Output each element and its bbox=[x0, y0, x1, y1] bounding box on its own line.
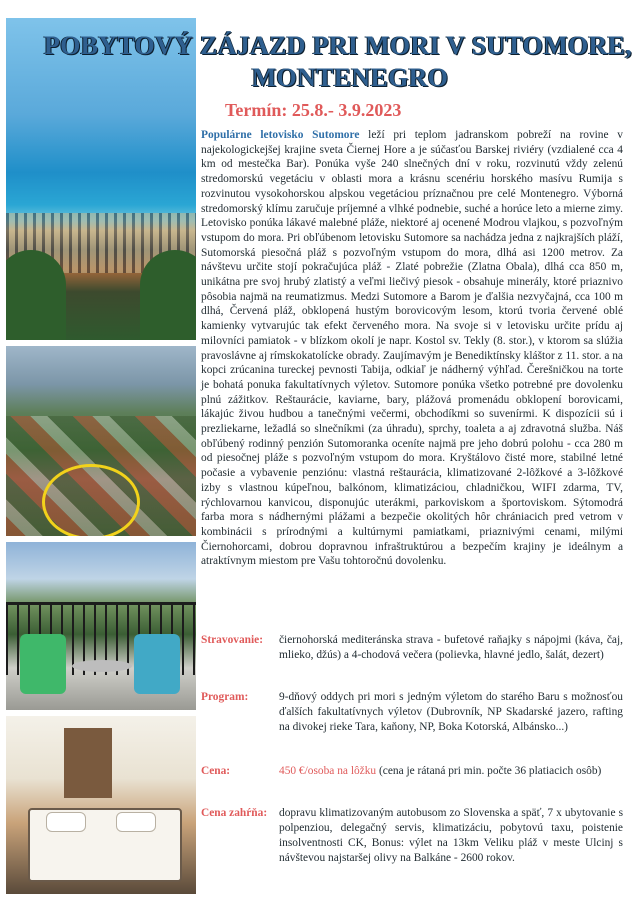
price-value: 450 €/osoba na lôžku bbox=[279, 765, 377, 777]
balcony-photo bbox=[6, 542, 196, 710]
price-note: (cena je rátaná pri min. počte 36 platiacich osôb) bbox=[378, 765, 602, 777]
price-row bbox=[201, 764, 623, 779]
description bbox=[201, 128, 623, 569]
town-aerial-photo bbox=[6, 346, 196, 536]
description-lead: Populárne letovisko Sutomore bbox=[201, 129, 360, 141]
blue-chair bbox=[134, 634, 180, 694]
meals-value: čiernohorská mediteránska strava - bufetové raňajky s nápojmi (káva, čaj, mlieko, džús) a 4-chodová večera (polievka, hlavné jedlo, šalát, dezert) bbox=[279, 634, 623, 661]
program-label: Program: bbox=[201, 691, 249, 703]
green-chair bbox=[20, 634, 66, 694]
description-text: leží pri teplom jadranskom pobreží na rovine v najekologickejšej krajine sveta Čiernej Hore a je súčasťou Barskej riviéry (vzdialené cca 4 km od mestečka Bar). Ponúka vyše 240 slnečných dní v roku, rozvinutú vždy zelenú stredomorskú vegetáciu v oblasti mora a krásnu scenériu horského masívu Rumija s rozvinutou vysokohorskou alpskou vegetáciou príznačnou pre celé Montenegro. Výborná stredomorský klímu zaručuje príjemné a vlhké podnebie, suché a horúce leto a mierne zimy. Letovisko ponúka lákavé malebné pláže, niektoré aj ocenené Modrou vlajkou, s pozvoľným vstupom do mora. Pri obľúbenom letovisku Sutomore sa nachádza jedna z najkrajších pláží, Sutomorská piesočná pláž s pozvoľným vstupom do mora, dlhá asi 1200 metrov. Za návštevu určite stojí pokračujúca pláž - Zlaté pobrežie (Zlatna Obala), dlhá cca 850 m, unikátna pre svoj hrubý zlatistý a veľmi liečivý piesok - obsahuje minerály, ktoré priaznivo pôsobia najmä na reumatizmus. Medzi Sutomore a Barom je ďalšia nezvyčajná, cca 100 m dlhá, Červená pláž, obklopená hustým borovicovým lesom, ktorú tvoria červené oblé kamienky vytvarujúc tak efekt červeného mora. Na svoje si v letovisku určite prídu aj milovníci pamiatok - v blízkom okolí je napr. Kostol sv. Tekly (8. stor.), v ktorom sa slúžia pravoslávne aj rímskokatolícke obrady. Zaujímavým je Benediktínsky kláštor z 11. stor. a na kopci zrúcanina tureckej pevnosti Tabija, odkiaľ je nádherný výhľad. Čerešničkou na torte je bohatá ponuka fakultatívnych výletov. Sutomore ponúka všetko potrebné pre dovolenku plnú zážitkov. Reštaurácie, kaviarne, bary, plážová promenádu obklopení borovicami, lákajúc živou hudbou a tanečnými večermi, obchodíkmi so suvenírmi. K dispozícii sú i prezliekarne, ležadlá so slnečníkmi (za úhradu), sprchy, toaleta a aj zdravotná služba. Náš obľúbený rodinný penzión Sutomoranka oceníte najmä pre jeho dobrú polohu - cca 280 m od piesočnej pláže s pozvoľným vstupom do mora. Kryštálovo čisté more, stabilné letné počasie a vybavenie penziónu: vlastná reštaurácia, klimatizované 2-lôžkové a 3-lôžkové izby s vlastnou kúpeľnou, balkónom, klimatizáciou, chladničkou, WIFI zdarma, TV, rýchlovarnou kanvicou, disponujúc uterákmi, parkoviskom a športoviskom. Sýtomodrá farba mora s nádhernými plážami a bezpečie okolitých hôr chrániacich pred vetrom v kombinácii s prírodnými a kultúrnymi pamiatkami, priaznivými cenami, milými Čiernohorcami, dobrou dopravnou infraštruktúrou a bezpečím krajiny je ideálnym a atraktívnym miestom pre Vašu tohtoročnú dovolenku. bbox=[201, 129, 624, 568]
program-row bbox=[201, 690, 623, 735]
program-value: 9-dňový oddych pri mori s jedným výletom do starého Baru s možnosťou ďalších fakultatívnych výletov (Dubrovník, NP Skadarské jazero, rafting na divokej rieke Tara, kaňony, NP, Boka Kotorská, Albánsko...) bbox=[279, 691, 623, 733]
highlight-circle bbox=[42, 464, 140, 536]
pillow bbox=[116, 812, 156, 832]
palm-tree bbox=[6, 250, 66, 340]
includes-row bbox=[201, 806, 623, 866]
balcony-table bbox=[72, 660, 132, 672]
price-label: Cena: bbox=[201, 765, 231, 777]
meals-row bbox=[201, 633, 623, 663]
meals-label: Stravovanie: bbox=[201, 634, 264, 646]
pillow bbox=[46, 812, 86, 832]
includes-label: Cena zahŕňa: bbox=[201, 807, 268, 819]
trip-dates: Termín: 25.8.- 3.9.2023 bbox=[225, 100, 402, 120]
bedroom-photo bbox=[6, 716, 196, 894]
palm-tree bbox=[140, 250, 196, 340]
title-line-1: POBYTOVÝ ZÁJAZD PRI MORI V SUTOMORE, bbox=[43, 31, 633, 60]
includes-value: dopravu klimatizovaným autobusom zo Slovenska a späť, 7 x ubytovanie s polpenziou, delegačný servis, klimatizáciu, pobytovú taxu, poistenie insolventnosti CK, Bonus: výlet na 13km Veliku pláž v meste Ulcinj s návštevou najstaršej olivy na Balkáne - 2600 rokov. bbox=[279, 807, 623, 864]
door bbox=[64, 728, 112, 798]
title-line-2: MONTENEGRO bbox=[251, 63, 449, 92]
page-title bbox=[40, 30, 636, 94]
